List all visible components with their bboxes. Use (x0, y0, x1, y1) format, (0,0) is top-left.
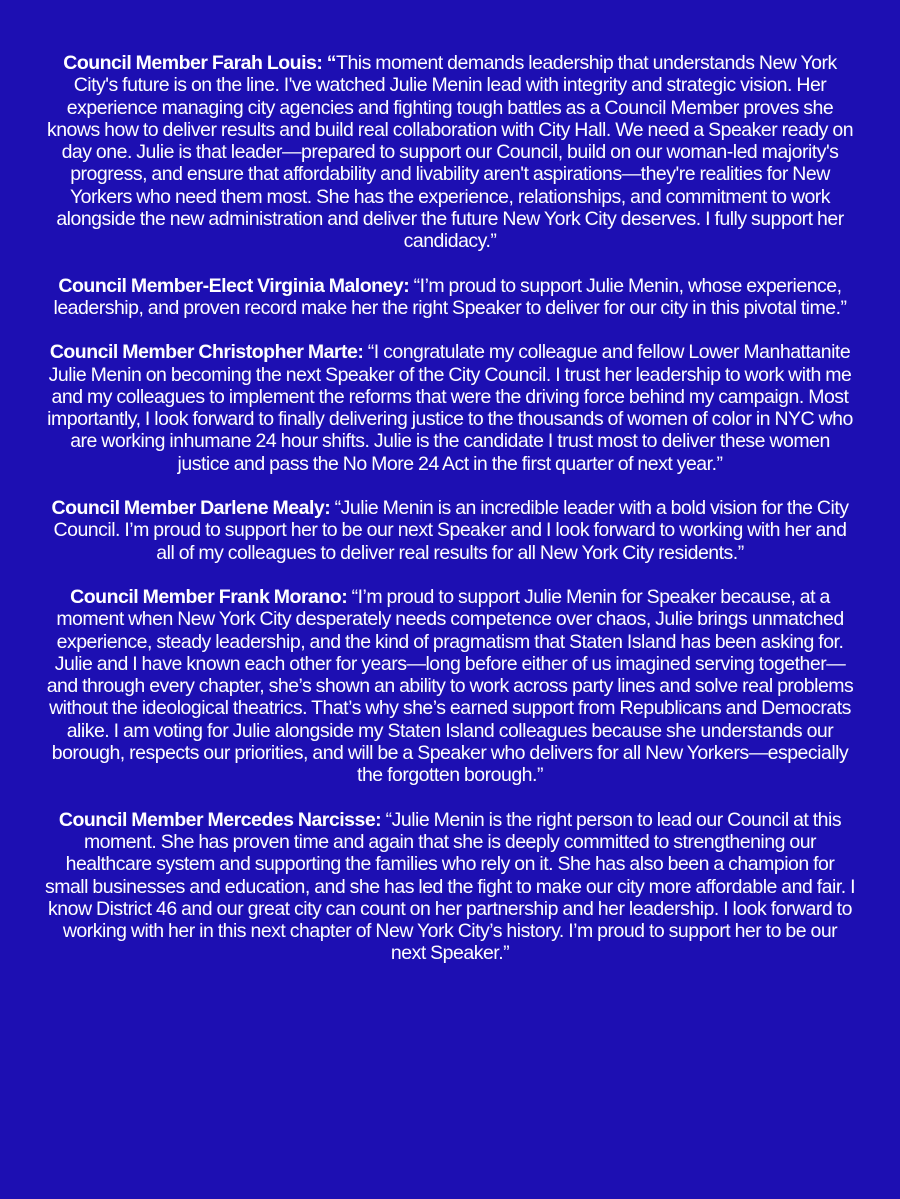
statement-darlene-mealy (44, 497, 856, 564)
statement-quote: “I congratulate my colleague and fellow Lower Manhattanite Julie Menin on becoming the next Speaker of the City Council. I trust her leadership to work with me and my colleagues to implement the reforms that were the driving force behind my campaign. Most importantly, I look forward to finally delivering justice to the thousands of women of color in NYC who are working inhumane 24 hour shifts. Julie is the candidate I trust most to deliver these women justice and pass the No More 24 Act in the first quarter of next year.” (47, 341, 853, 475)
speaker-name: Council Member Frank Morano: (70, 585, 348, 608)
statement-christopher-marte (44, 341, 856, 475)
speaker-name: Council Member-Elect Virginia Maloney: (58, 274, 410, 297)
statement-quote: “I’m proud to support Julie Menin, whose experience, leadership, and proven record make her the right Speaker to deliver for our city in this pivotal time.” (53, 274, 847, 319)
statement-quote: “Julie Menin is the right person to lead our Council at this moment. She has proven time and again that she is deeply committed to strengthening our healthcare system and supporting the families who rely on it. She has also been a champion for small businesses and education, and she has led the fight to make our city more affordable and fair. I know District 46 and our great city can count on her partnership and her leadership. I look forward to working with her in this next chapter of New York City’s history. I’m proud to support her to be our next Speaker.” (44, 808, 856, 965)
speaker-name: Council Member Farah Louis: “ (63, 52, 337, 74)
speaker-name: Council Member Darlene Mealy: (51, 497, 331, 520)
statement-quote: This moment demands leadership that understands New York City's future is on the line. I've watched Julie Menin lead with integrity and strategic vision. Her experience managing city agencies and fighting tough battles as a Council Member proves she knows how to deliver results and build real collaboration with City Hall. We need a Speaker ready on day one. Julie is that leader—prepared to support our Council, build on our woman-led majority's progress, and ensure that affordability and livability aren't aspirations—they're realities for New Yorkers who need them most. She has the experience, relationships, and commitment to work alongside the new administration and deliver the future New York City deserves. I fully support her candidacy.” (46, 52, 854, 253)
statement-mercedes-narcisse (44, 809, 856, 965)
statement-quote: “Julie Menin is an incredible leader with a bold vision for the City Council. I’m proud to support her to be our next Speaker and I look forward to working with her and all of my colleagues to deliver real results for all New York City residents.” (53, 497, 849, 564)
statement-frank-morano (44, 586, 856, 787)
statement-virginia-maloney (44, 275, 856, 320)
statement-quote: “I’m proud to support Julie Menin for Speaker because, at a moment when New York City desperately needs competence over chaos, Julie brings unmatched experience, steady leadership, and the kind of pragmatism that Staten Island has been asking for. Julie and I have known each other for years—long before either of us imagined serving together—and through every chapter, she’s shown an ability to work across party lines and solve real problems without the ideological theatrics. That’s why she’s earned support from Republicans and Democrats alike. I am voting for Julie alongside my Staten Island colleagues because she understands our borough, respects our priorities, and will be a Speaker who delivers for all New Yorkers—especially the forgotten borough.” (46, 585, 854, 787)
speaker-name: Council Member Mercedes Narcisse: (58, 808, 382, 831)
statement-farah-louis (44, 52, 856, 253)
speaker-name: Council Member Christopher Marte: (49, 341, 364, 364)
